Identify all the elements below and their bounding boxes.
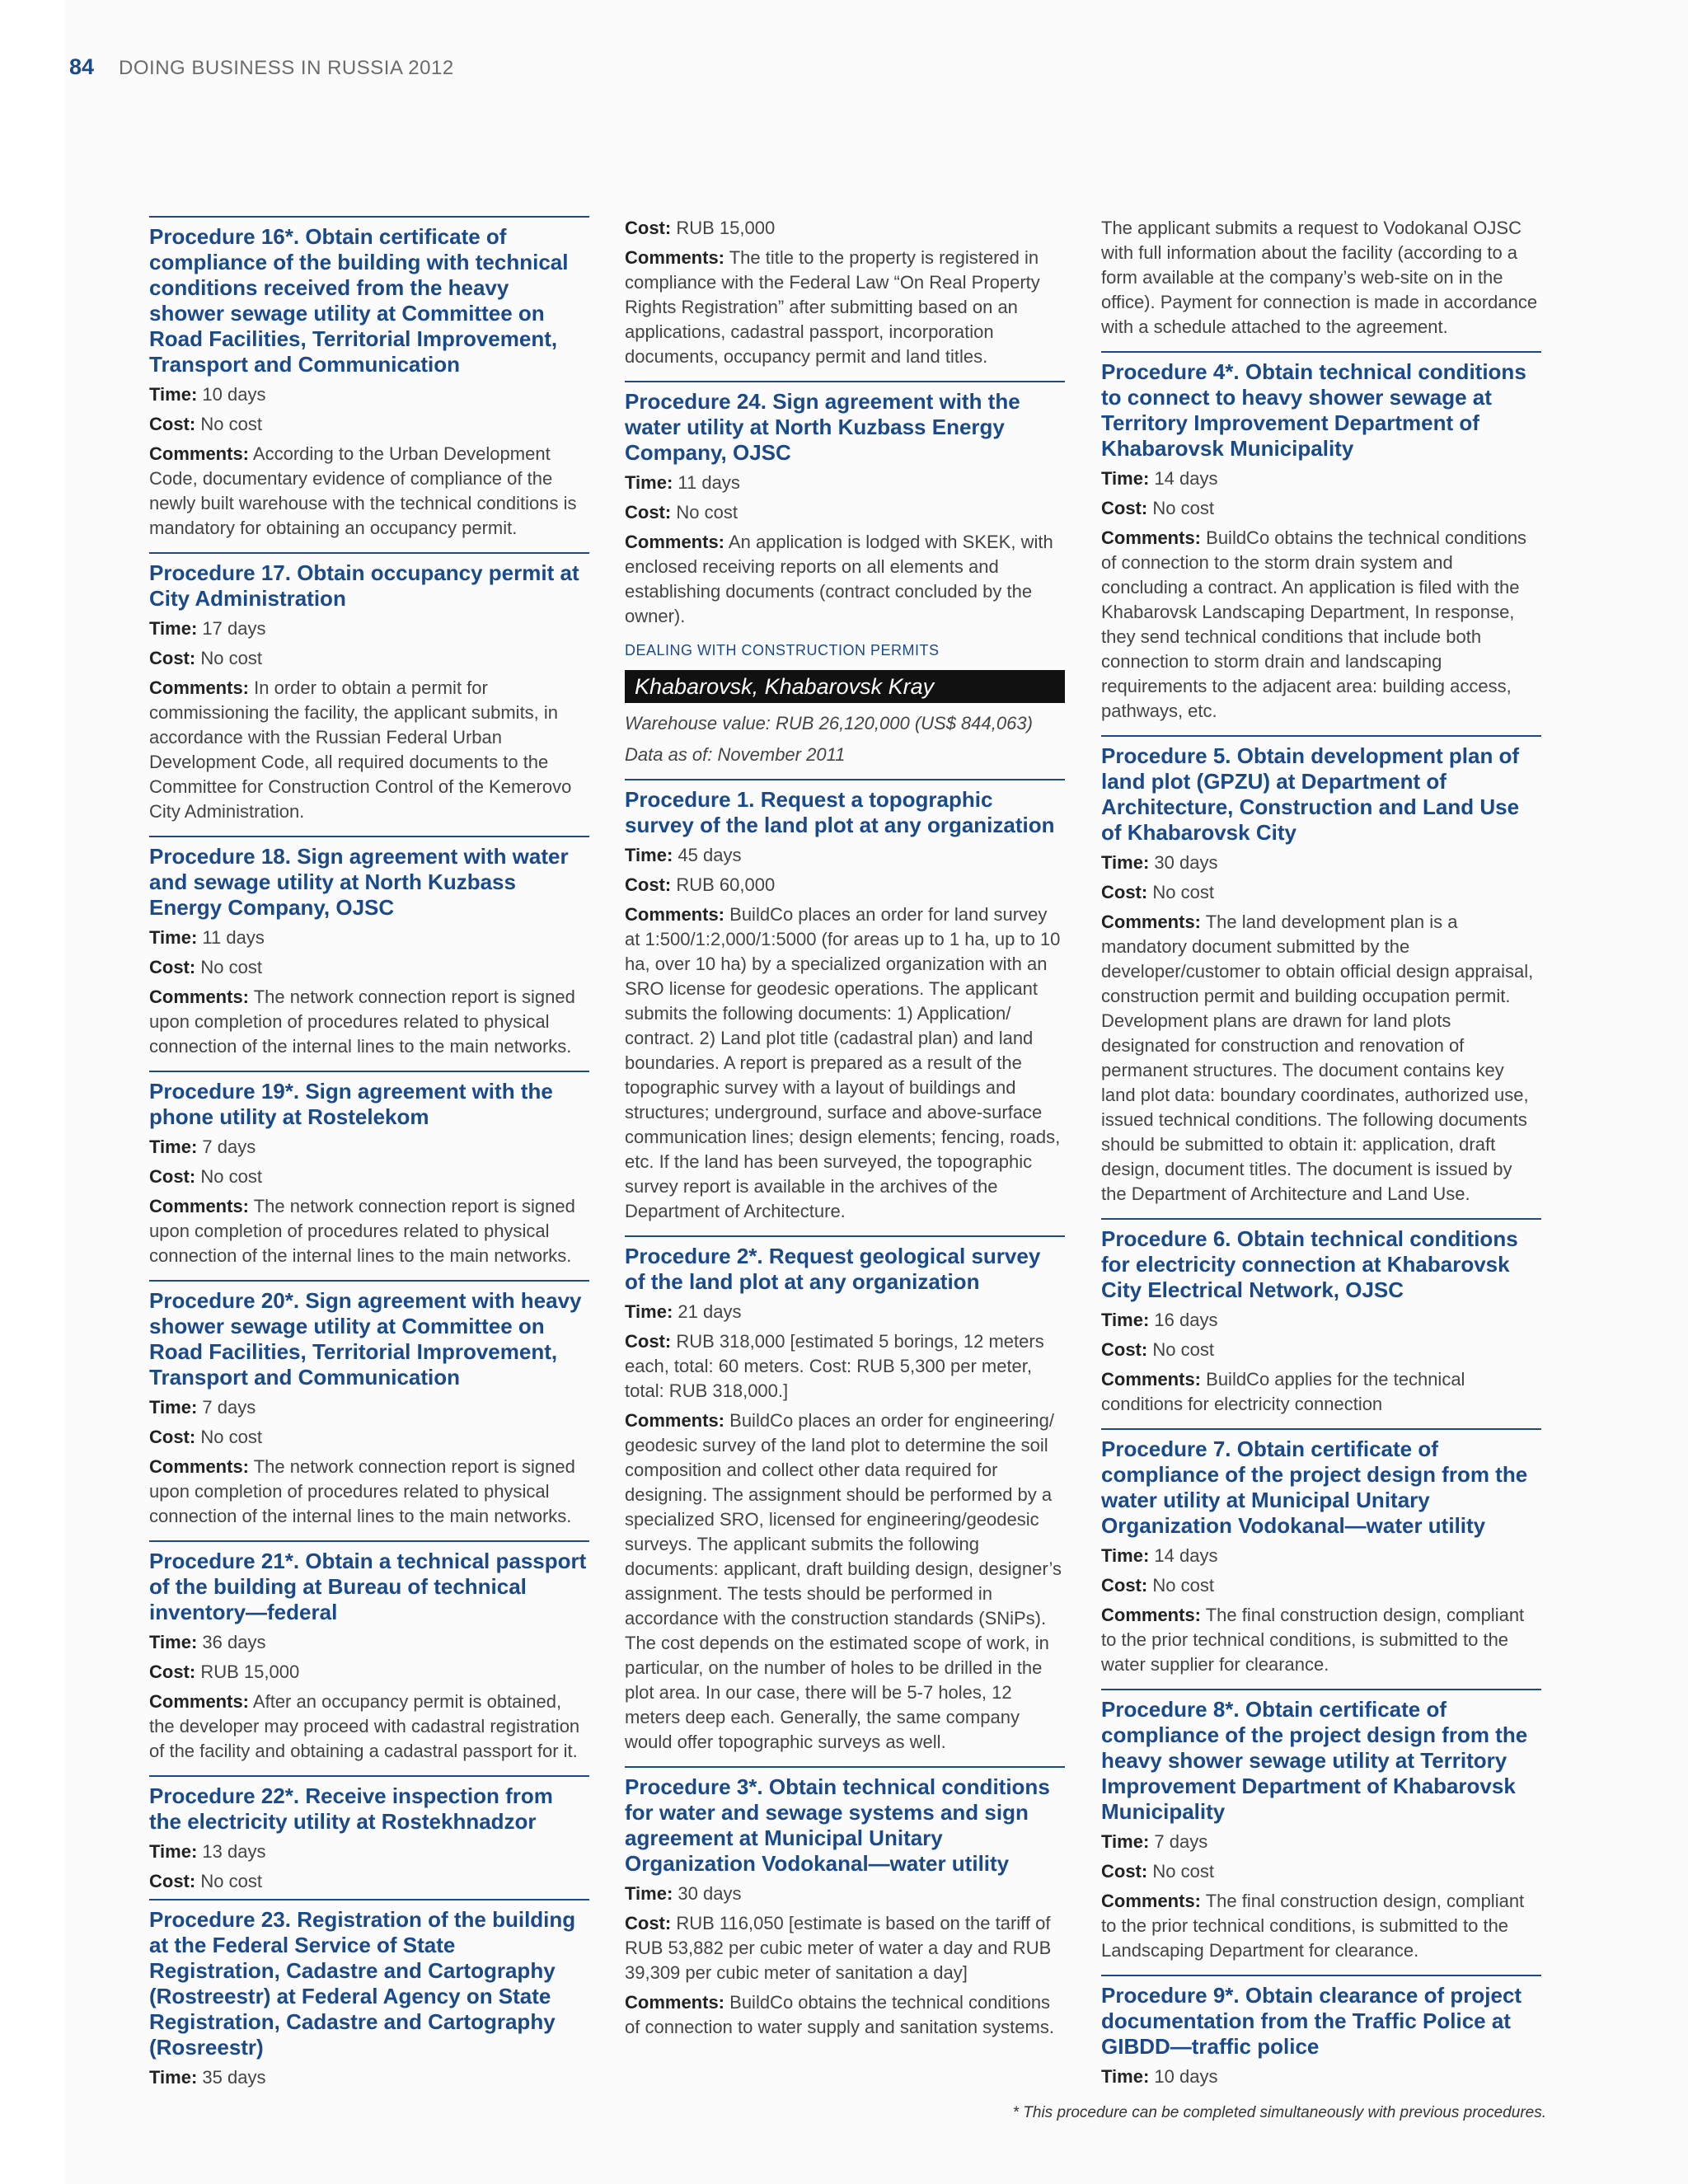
procedure-title: Procedure 6. Obtain technical conditions for electricity connection at Khabarovsk City Electrical Network, OJSC (1101, 1218, 1541, 1303)
procedure-item (1101, 1218, 1541, 1417)
procedure-cost: Cost: No cost (149, 957, 262, 977)
procedure-title: Procedure 19*. Sign agreement with the phone utility at Rostelekom (149, 1071, 589, 1130)
procedure-cost: Cost: RUB 60,000 (625, 874, 776, 895)
running-title: DOING BUSINESS IN RUSSIA 2012 (119, 57, 454, 79)
procedure-time: Time: 45 days (625, 845, 742, 865)
procedure-item (149, 1280, 589, 1529)
procedure-comments: Comments: According to the Urban Development Code, documentary evidence of compliance of the newly built warehouse with the technical conditions is mandatory for obtaining an occupancy permit. (149, 443, 577, 538)
procedure-comments: Comments: The network connection report is signed upon completion of procedures related to physical connection of the internal lines to the main networks. (149, 1196, 575, 1266)
procedure-item (625, 1235, 1065, 1755)
procedure-time: Time: 7 days (149, 1137, 256, 1157)
procedure-comments: Comments: BuildCo places an order for land survey at 1:500/1:2,000/1:5000 (for areas up to 1 ha, up to 10 ha, over 10 ha) by a specialized organization with an SRO license for geodesic operations. The applicant submits the following documents: 1) Application/ contract. 2) Land plot title (cadastral plan) and land boundaries. A report is prepared as a result of the topographic survey with a layout of buildings and structures; underground, surface and above-surface communication lines; design elements; fencing, roads, etc. If the land has been surveyed, the topographic survey report is available in the archives of the Department of Architecture. (625, 904, 1061, 1221)
procedure-title: Procedure 22*. Receive inspection from the electricity utility at Rostekhnadzor (149, 1775, 589, 1835)
procedure-title: Procedure 8*. Obtain certificate of compliance of the project design from the heavy shower sewage utility at Territory Improvement Department of Khabarovsk Municipality (1101, 1689, 1541, 1825)
procedure-comments: Comments: BuildCo obtains the technical conditions of connection to the storm drain system and concluding a contract. An application is filed with the Khabarovsk Landscaping Department, In response, they send technical conditions that include both connection to storm drain and landscaping requirements to the adjacent area: building access, pathways, etc. (1101, 527, 1527, 721)
procedure-time: Time: 21 days (625, 1301, 742, 1322)
procedure-cost: Cost: RUB 116,050 [estimate is based on the tariff of RUB 53,882 per cubic meter of water a day and RUB 39,309 per cubic meter of sanitation a day] (625, 1913, 1052, 1983)
city-banner: Khabarovsk, Khabarovsk Kray (625, 670, 1065, 703)
procedure-title: Procedure 2*. Request geological survey of the land plot at any organization (625, 1235, 1065, 1295)
procedure-comments: Comments: The network connection report is signed upon completion of procedures related to physical connection of the internal lines to the main networks. (149, 1456, 575, 1526)
procedure-time: Time: 7 days (149, 1397, 256, 1418)
procedure-cost: Cost: No cost (1101, 1575, 1214, 1596)
procedure-item (1101, 1428, 1541, 1677)
procedure-title: Procedure 4*. Obtain technical conditions to connect to heavy shower sewage at Territory Improvement Department of Khabarovsk Municipality (1101, 351, 1541, 462)
procedure-title: Procedure 20*. Sign agreement with heavy shower sewage utility at Committee on Road Facilities, Territorial Improvement, Transport and Communication (149, 1280, 589, 1390)
procedure-time: Time: 11 days (149, 927, 265, 948)
procedure-cost: Cost: RUB 15,000 (149, 1661, 300, 1682)
procedure-item (149, 836, 589, 1059)
section-label: DEALING WITH CONSTRUCTION PERMITS (625, 642, 940, 658)
procedure-item (149, 1071, 589, 1268)
procedure-time: Time: 14 days (1101, 468, 1218, 489)
procedure-cost: Cost: No cost (1101, 1339, 1214, 1360)
procedure-cost: Cost: No cost (1101, 498, 1214, 518)
procedure-title: Procedure 24. Sign agreement with the water utility at North Kuzbass Energy Company, OJSC (625, 381, 1065, 466)
procedure-title: Procedure 16*. Obtain certificate of compliance of the building with technical conditions received from the heavy shower sewage utility at Committee on Road Facilities, Territorial Improvement, Transport and Communication (149, 216, 589, 377)
procedure-cost: Cost: No cost (149, 1427, 262, 1447)
procedure-time: Time: 11 days (625, 472, 740, 493)
procedure-cost: Cost: No cost (149, 414, 262, 434)
procedure-comments: Comments: The final construction design, compliant to the prior technical conditions, is submitted to the water supplier for clearance. (1101, 1605, 1525, 1675)
procedure-title: Procedure 23. Registration of the building at the Federal Service of State Registration, Cadastre and Cartography (Rostreestr) at Federal Agency on State Registration, Cadastre and Cartography (Rosreestr) (149, 1899, 589, 2060)
procedure-time: Time: 10 days (1101, 2066, 1218, 2087)
procedure-time: Time: 16 days (1101, 1310, 1218, 1330)
procedure-cost: Cost: No cost (149, 648, 262, 668)
warehouse-value: Warehouse value: RUB 26,120,000 (US$ 844,063) (625, 713, 1033, 733)
procedure-title: Procedure 17. Obtain occupancy permit at City Administration (149, 552, 589, 612)
data-as-of: Data as of: November 2011 (625, 744, 846, 765)
procedure-item (1101, 735, 1541, 1207)
procedure-item (625, 779, 1065, 1224)
page-number: 84 (69, 54, 95, 79)
procedure-item (149, 552, 589, 824)
procedure-comments: Comments: An application is lodged with SKEK, with enclosed receiving reports on all elements and establishing documents (contract concluded by the owner). (625, 532, 1053, 626)
procedure-time: Time: 30 days (625, 1883, 742, 1904)
procedure-cost: Cost: No cost (1101, 1861, 1214, 1882)
procedure-item (1101, 1975, 1541, 2089)
procedure-time: Time: 10 days (149, 384, 266, 405)
procedure-comments: Comments: BuildCo obtains the technical conditions of connection to water supply and sanitation systems. (625, 1992, 1054, 2037)
procedure-item (149, 1775, 589, 1894)
procedure-cost: Cost: No cost (1101, 882, 1214, 902)
procedure-title: Procedure 1. Request a topographic survey of the land plot at any organization (625, 779, 1065, 838)
column-2 (625, 216, 1065, 2051)
proc3-continued-text: The applicant submits a request to Vodokanal OJSC with full information about the facility (according to a form available at the company’s web-site on in the office). Payment for connection is made in accordance with a schedule attached to the agreement. (1101, 218, 1538, 337)
column-1 (149, 216, 589, 2095)
procedure-title: Procedure 21*. Obtain a technical passport of the building at Bureau of technical inventory—federal (149, 1540, 589, 1625)
procedure-title: Procedure 5. Obtain development plan of land plot (GPZU) at Department of Architecture, Construction and Land Use of Khabarovsk City (1101, 735, 1541, 846)
column-3 (1101, 216, 1541, 2094)
procedure-item (149, 1540, 589, 1764)
procedure-cost: Cost: RUB 318,000 [estimated 5 borings, 12 meters each, total: 60 meters. Cost: RUB 5,300 per meter, total: RUB 318,000.] (625, 1331, 1044, 1401)
procedure-title: Procedure 18. Sign agreement with water and sewage utility at North Kuzbass Energy Company, OJSC (149, 836, 589, 921)
procedure-cost: Cost: No cost (625, 502, 738, 523)
procedure-time: Time: 30 days (1101, 852, 1218, 873)
procedure-comments: Comments: The land development plan is a mandatory document submitted by the developer/customer to obtain official design appraisal, construction permit and building occupation permit. Development plans are drawn for land plots designated for construction and renovation of permanent structures. The document contains key land plot data: boundary coordinates, authorized use, issued technical conditions. The following documents should be submitted to obtain it: application, draft design, document titles. The document is issued by the Department of Architecture and Land Use. (1101, 912, 1534, 1204)
procedure-time: Time: 35 days (149, 2067, 266, 2088)
proc23-comments: Comments: The title to the property is registered in compliance with the Federal Law “On Real Property Rights Registration” after submitting based on an applications, cadastral passport, incorporation documents, occupancy permit and land titles. (625, 247, 1040, 367)
procedure-cost: Cost: No cost (149, 1166, 262, 1187)
procedure-time: Time: 7 days (1101, 1831, 1208, 1852)
procedure-item (149, 216, 589, 541)
procedure-comments: Comments: BuildCo applies for the technical conditions for electricity connection (1101, 1369, 1465, 1414)
procedure-time: Time: 36 days (149, 1632, 266, 1652)
procedure-comments: Comments: In order to obtain a permit for commissioning the facility, the applicant submits, in accordance with the Russian Federal Urban Development Code, all required documents to the Committee for Construction Control of the Kemerovo City Administration. (149, 677, 572, 822)
procedure-comments: Comments: BuildCo places an order for engineering/ geodesic survey of the land plot to determine the soil composition and collect other data required for designing. The assignment should be performed by a specialized SRO, licensed for engineering/geodesic surveys. The applicant submits the following documents: applicant, draft building design, designer’s assignment. The tests should be performed in accordance with the construction standards (SNiPs). The cost depends on the estimated scope of work, in particular, on the number of holes to be drilled in the plot area. In our case, there will be 5-7 holes, 12 meters deep each. Generally, the same company would offer topographic surveys as well. (625, 1410, 1062, 1752)
procedure-title: Procedure 3*. Obtain technical conditions for water and sewage systems and sign agreement at Municipal Unitary Organization Vodokanal—water utility (625, 1766, 1065, 1877)
procedure-cost: Cost: No cost (149, 1871, 262, 1891)
footnote: * This procedure can be completed simultaneously with previous procedures. (1012, 2104, 1546, 2121)
procedure-item (149, 1899, 589, 2090)
procedure-title: Procedure 7. Obtain certificate of compliance of the project design from the water utility at Municipal Unitary Organization Vodokanal—water utility (1101, 1428, 1541, 1539)
procedure-item (625, 1766, 1065, 2040)
procedure-time: Time: 13 days (149, 1841, 266, 1862)
procedure-24 (625, 381, 1065, 629)
page-header (69, 54, 454, 79)
procedure-title: Procedure 9*. Obtain clearance of project documentation from the Traffic Police at GIBDD—traffic police (1101, 1975, 1541, 2060)
procedure-item (1101, 1689, 1541, 1963)
procedure-comments: Comments: The final construction design, compliant to the prior technical conditions, is submitted to the Landscaping Department for clearance. (1101, 1891, 1525, 1961)
procedure-comments: Comments: The network connection report is signed upon completion of procedures related to physical connection of the internal lines to the main networks. (149, 987, 575, 1057)
procedure-comments: Comments: After an occupancy permit is obtained, the developer may proceed with cadastral registration of the facility and obtaining a cadastral passport for it. (149, 1691, 580, 1761)
procedure-time: Time: 17 days (149, 618, 266, 639)
procedure-time: Time: 14 days (1101, 1545, 1218, 1566)
procedure-item (1101, 351, 1541, 724)
proc23-cost: Cost: RUB 15,000 (625, 218, 776, 238)
